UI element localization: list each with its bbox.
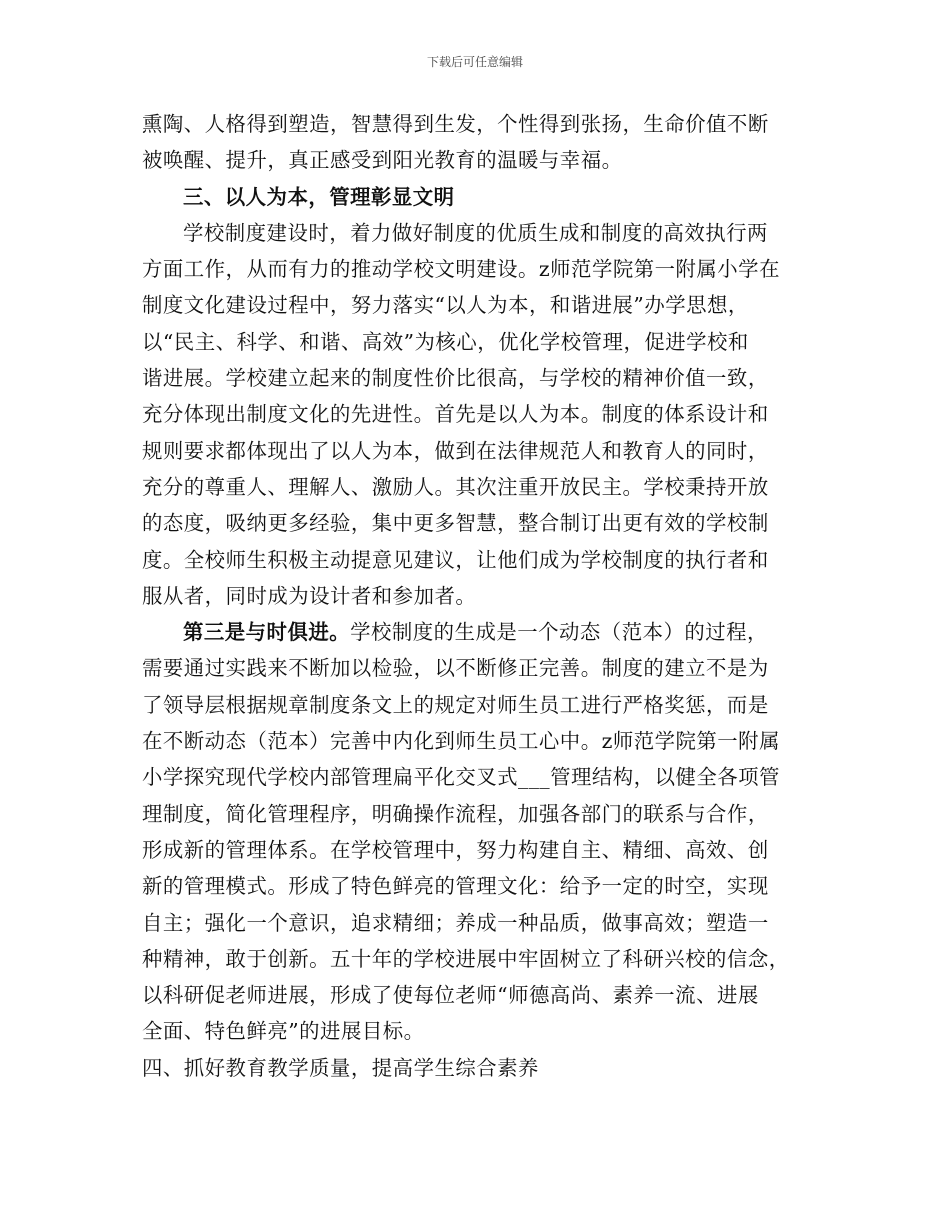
bold-lead-phrase: 第三是与时俱进。 [183, 620, 351, 645]
body-line: 谐进展。学校建立起来的制度性价比很高，与学校的精神价值一致， [142, 366, 769, 391]
body-line: 服从者，同时成为设计者和参加者。 [142, 583, 477, 608]
body-line: 度。全校师生积极主动提意见建议，让他们成为学校制度的执行者和 [142, 547, 769, 572]
body-line: 以科研促老师进展，形成了使每位老师“师德高尚、素养一流、进展 [142, 983, 759, 1008]
body-line: 新的管理模式。形成了特色鲜亮的管理文化：给予一定的时空，实现 [142, 874, 769, 899]
body-line: 熏陶、人格得到塑造，智慧得到生发，个性得到张扬，生命价值不断 [142, 112, 769, 136]
body-line: 制度文化建设过程中，努力落实“以人为本，和谐进展”办学思想， [142, 293, 749, 318]
section-heading-4 [142, 1086, 812, 1122]
body-line: 被唤醒、提升，真正感受到阳光教育的温暖与幸福。 [142, 148, 623, 173]
body-line: 充分的尊重人、理解人、激励人。其次注重开放民主。学校秉持开放 [142, 474, 769, 499]
document-body [142, 106, 812, 1122]
body-line: 学校制度建设时，着力做好制度的优质生成和制度的高效执行两 [183, 220, 768, 245]
body-line: 充分体现出制度文化的先进性。首先是以人为本。制度的体系设计和 [142, 402, 769, 427]
body-line: 了领导层根据规章制度条文上的规定对师生员工进行严格奖惩，而是 [142, 692, 769, 717]
body-line: 以“民主、科学、和谐、高效”为核心，优化学校管理，促进学校和 [142, 329, 749, 354]
body-line: 规则要求都体现出了以人为本，做到在法律规范人和教育人的同时， [142, 438, 769, 463]
body-line: 四、抓好教育教学质量，提高学生综合素养 [142, 1055, 539, 1080]
body-line: 需要通过实践来不断加以检验，以不断修正完善。制度的建立不是为 [142, 656, 769, 681]
body-line: 的态度，吸纳更多经验，集中更多智慧，整合制订出更有效的学校制 [142, 511, 769, 536]
body-line: 自主；强化一个意识，追求精细；养成一种品质，做事高效；塑造一 [142, 910, 769, 935]
body-line: 全面、特色鲜亮”的进展目标。 [142, 1019, 425, 1044]
body-line: 种精神，敢于创新。五十年的学校进展中牢固树立了科研兴校的信念， [142, 946, 790, 971]
body-line-rest: 学校制度的生成是一个动态（范本）的过程， [350, 620, 768, 645]
body-line: 在不断动态（范本）完善中内化到师生员工心中。z师范学院第一附属 [142, 729, 780, 754]
body-line [142, 614, 812, 650]
body-line: 小学探究现代学校内部管理扁平化交叉式___管理结构，以健全各项管 [142, 765, 780, 790]
page-header: 下载后可任意编辑 [426, 55, 523, 69]
body-line: 方面工作，从而有力的推动学校文明建设。z师范学院第一附属小学在 [142, 257, 780, 282]
section-heading-3: 三、以人为本，管理彰显文明 [183, 184, 455, 209]
body-line: 理制度，简化管理程序，明确操作流程，加强各部门的联系与合作， [142, 801, 769, 826]
body-line: 形成新的管理体系。在学校管理中，努力构建自主、精细、高效、创 [142, 837, 769, 862]
